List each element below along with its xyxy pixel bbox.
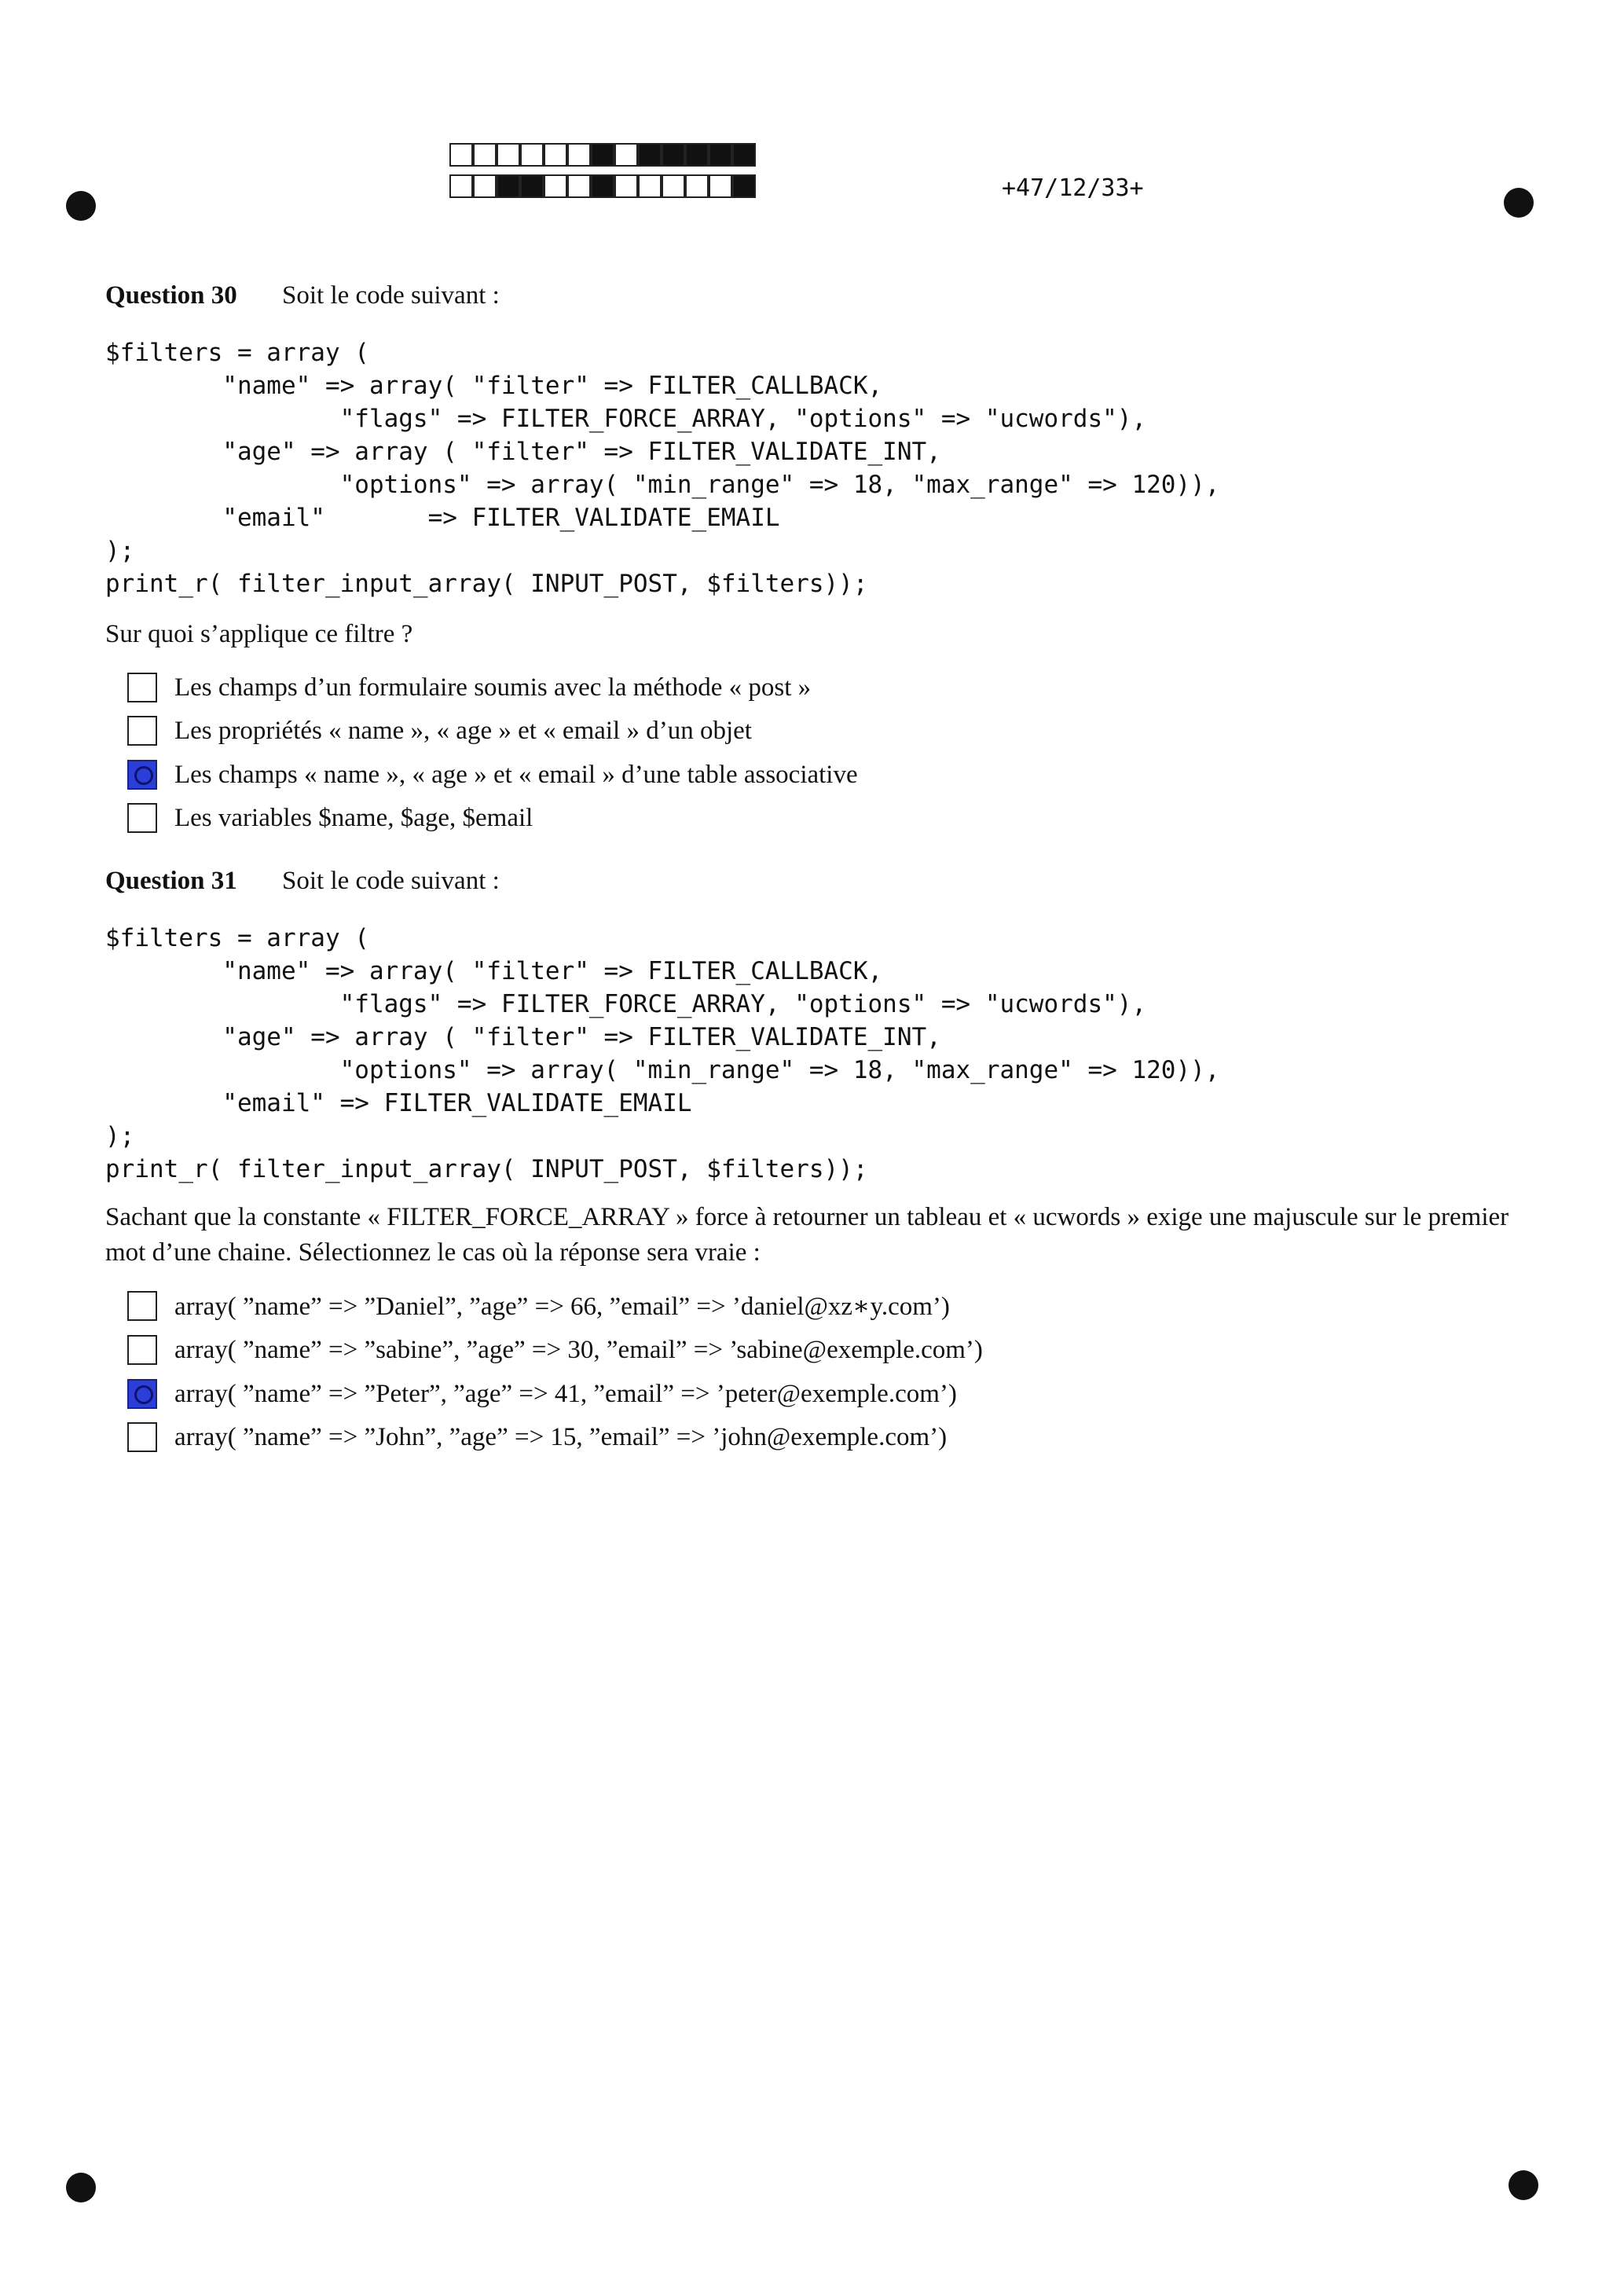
barcode-cell xyxy=(685,174,709,198)
barcode-cell xyxy=(614,174,638,198)
q31-option-2[interactable] xyxy=(127,1333,983,1367)
q31-checkbox-1[interactable] xyxy=(127,1291,157,1321)
barcode-cell xyxy=(732,143,756,167)
barcode-cell xyxy=(567,143,591,167)
barcode-cell xyxy=(567,174,591,198)
barcode-cell xyxy=(732,174,756,198)
q30-option-1[interactable] xyxy=(127,670,811,705)
q31-header xyxy=(105,867,500,896)
q31-option-1-text: array( ”name” => ”Daniel”, ”age” => 66, ”email” => ’daniel@xz∗y.com’) xyxy=(174,1293,950,1321)
q31-option-3[interactable] xyxy=(127,1377,957,1411)
q31-checkbox-4[interactable] xyxy=(127,1422,157,1452)
barcode-cell xyxy=(544,143,567,167)
q30-code-block: $filters = array ( "name" => array( "filter" => FILTER_CALLBACK, "flags" => FILTER_FORCE_ARRAY, "options" => "ucwords"), "age" => array ( "filter" => FILTER_VALIDATE_INT, "options" => array( "min_range" => 18, "max_range" => 120)), "email" => FILTER_VALIDATE_EMAIL ); print_r( filter_input_array( INPUT_POST, $filters)); xyxy=(105,339,1220,598)
barcode-cell xyxy=(662,143,685,167)
q30-header xyxy=(105,281,500,310)
q31-option-2-text: array( ”name” => ”sabine”, ”age” => 30, ”email” => ’sabine@exemple.com’) xyxy=(174,1335,983,1364)
q31-label: Question 31 xyxy=(105,867,237,895)
q31-option-4-text: array( ”name” => ”John”, ”age” => 15, ”email” => ’john@exemple.com’) xyxy=(174,1422,948,1451)
q31-intro: Soit le code suivant : xyxy=(282,867,500,895)
q30-option-3[interactable] xyxy=(127,757,858,792)
barcode-cell xyxy=(520,143,544,167)
q30-checkbox-1[interactable] xyxy=(127,673,157,702)
barcode-cell xyxy=(638,174,662,198)
q30-option-2-text: Les propriétés « name », « age » et « email » d’un objet xyxy=(174,716,752,745)
barcode-cell xyxy=(520,174,544,198)
barcode-cell xyxy=(544,174,567,198)
registration-mark-top-left xyxy=(66,191,96,221)
barcode-cell xyxy=(638,143,662,167)
q31-question: Sachant que la constante « FILTER_FORCE_ARRAY » force à retourner un tableau et « ucwords » exige une majuscule sur le premier mot d’une chaine. Sélectionnez le cas où la réponse sera vraie : xyxy=(105,1203,1509,1267)
q30-option-2[interactable] xyxy=(127,713,752,748)
q30-checkbox-4[interactable] xyxy=(127,803,157,833)
barcode-cell xyxy=(449,174,473,198)
barcode-cell xyxy=(497,174,520,198)
registration-mark-top-right xyxy=(1504,188,1534,218)
barcode-cell xyxy=(685,143,709,167)
registration-mark-bottom-right xyxy=(1509,2170,1538,2200)
q30-intro: Soit le code suivant : xyxy=(282,281,500,310)
q30-checkbox-2[interactable] xyxy=(127,716,157,746)
registration-mark-bottom-left xyxy=(66,2173,96,2202)
q30-question: Sur quoi s’applique ce filtre ? xyxy=(105,620,413,648)
q30-label: Question 30 xyxy=(105,281,237,310)
q30-option-1-text: Les champs d’un formulaire soumis avec la méthode « post » xyxy=(174,673,812,702)
barcode-cell xyxy=(591,143,614,167)
barcode-cell xyxy=(473,174,497,198)
q30-option-4-text: Les variables $name, $age, $email xyxy=(174,803,533,832)
q30-checkbox-3[interactable] xyxy=(127,760,157,790)
q31-option-3-text: array( ”name” => ”Peter”, ”age” => 41, ”email” => ’peter@exemple.com’) xyxy=(174,1379,957,1408)
q31-checkbox-2[interactable] xyxy=(127,1335,157,1365)
barcode-cell xyxy=(591,174,614,198)
q31-checkbox-3[interactable] xyxy=(127,1379,157,1409)
page-id: +47/12/33+ xyxy=(1002,174,1144,202)
q30-option-4[interactable] xyxy=(127,801,533,835)
barcode-cell xyxy=(709,143,732,167)
q30-option-3-text: Les champs « name », « age » et « email » d’une table associative xyxy=(174,760,858,789)
barcode-row-2 xyxy=(449,174,756,198)
barcode-cell xyxy=(709,174,732,198)
barcode-cell xyxy=(662,174,685,198)
barcode-cell xyxy=(473,143,497,167)
q31-option-1[interactable] xyxy=(127,1289,950,1323)
barcode-row-1 xyxy=(449,143,756,167)
q31-code-block: $filters = array ( "name" => array( "filter" => FILTER_CALLBACK, "flags" => FILTER_FORCE_ARRAY, "options" => "ucwords"), "age" => array ( "filter" => FILTER_VALIDATE_INT, "options" => array( "min_range" => 18, "max_range" => 120)), "email" => FILTER_VALIDATE_EMAIL ); print_r( filter_input_array( INPUT_POST, $filters)); xyxy=(105,924,1220,1183)
barcode-cell xyxy=(614,143,638,167)
barcode-cell xyxy=(497,143,520,167)
q31-option-4[interactable] xyxy=(127,1420,947,1454)
barcode-cell xyxy=(449,143,473,167)
